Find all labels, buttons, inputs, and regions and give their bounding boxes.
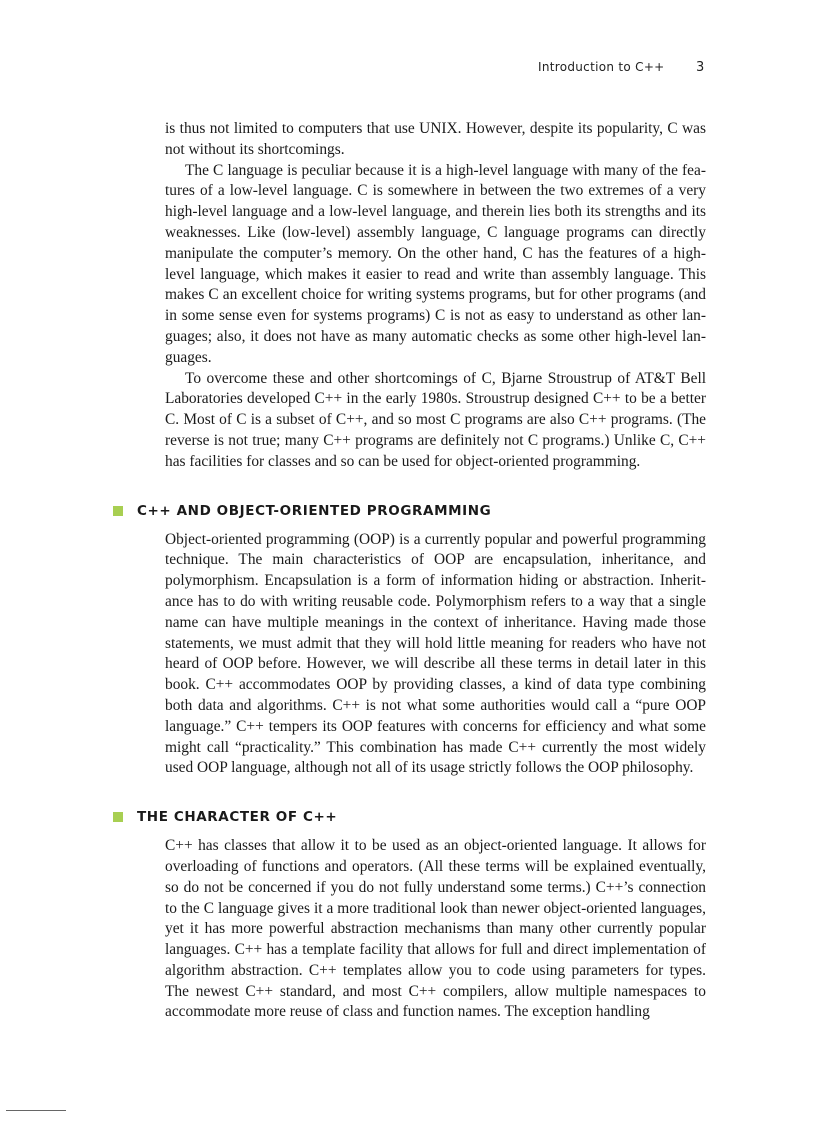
section-heading-character [137,809,706,829]
section-title-character: THE CHARACTER OF C++ [137,809,338,826]
oop-paragraph: Object-oriented programming (OOP) is a currently popular and powerful programming technique. The main characteristics of OOP are encapsulation, inheritance, and polymorphism. Encapsulation is a form of information hiding or abstraction. Inheritance has to do with writing reusable code. Polymorphism refers to a way that a single name can have multiple meanings in the context of inheritance. Having made those statements, we must admit that they will hold little meaning for readers who have not heard of OOP before. However, we will describe all these terms in detail later in this book. C++ accommodates OOP by providing classes, a kind of data type combining both data and algorithms. C++ is not what some authorities would call a “pure OOP language.” C++ tempers its OOP features with concerns for efficiency and what some might call “practicality.” This combination has made C++ currently the most widely used OOP language, although not all of its usage strictly follows the OOP philosophy. [165,530,706,777]
section-character [137,809,706,1023]
running-header [0,58,816,78]
intro-paragraph-1: is thus not limited to computers that use UNIX. However, despite its popularity, C was not without its shortcomings. [165,120,706,158]
page-body [137,119,706,1023]
section-heading-oop [137,502,706,523]
section-title-oop: C++ AND OBJECT-ORIENTED PROGRAMMING [137,502,492,519]
intro-paragraph-3: To overcome these and other shortcomings of C, Bjarne Stroustrup of AT&T Bell Laboratories developed C++ in the early 1980s. Stroustrup designed C++ to be a better C. Most of C is a subset of C++, and so most C programs are also C++ programs. (The reverse is not true; many C++ programs are definitely not C programs.) Unlike C, C++ has facilities for classes and so can be used for object-oriented programming. [165,369,706,470]
intro-paragraph-2: The C language is peculiar because it is a high-level language with many of the features of a low-level language. C is somewhere in between the two extremes of a very high-level language and a low-level language, and therein lies both its strengths and its weaknesses. Like (low-level) assembly language, C language programs can directly manipulate the computer’s memory. On the other hand, C has the features of a highlevel language, which makes it easier to read and write than assembly language. This makes C an excellent choice for writing systems programs, but for other programs (and in some sense even for systems programs) C is not as easy to understand as other languages; also, it does not have as many automatic checks as some other high-level languages. [165,161,706,366]
character-paragraph: C++ has classes that allow it to be used as an object-oriented language. It allows for overloading of functions and operators. (All these terms will be explained eventually, so do not be concerned if you do not fully understand some terms.) C++’s connection to the C language gives it a more traditional look than newer object-oriented languages, yet it has more powerful abstraction mechanisms than many other currently popular languages. C++ has a template facility that allows for full and direct implementation of algorithm abstraction. C++ templates allow you to code using parameters for types. The newest C++ standard, and most C++ compilers, allow multiple namespaces to accommodate more reuse of class and function names. The exception handling [165,837,706,1021]
footer-rule [6,1110,66,1111]
square-bullet-icon [113,506,123,516]
running-title: Introduction to C++ [538,60,665,74]
section-oop [137,502,706,780]
page-number: 3 [696,60,705,75]
square-bullet-icon [113,812,123,822]
